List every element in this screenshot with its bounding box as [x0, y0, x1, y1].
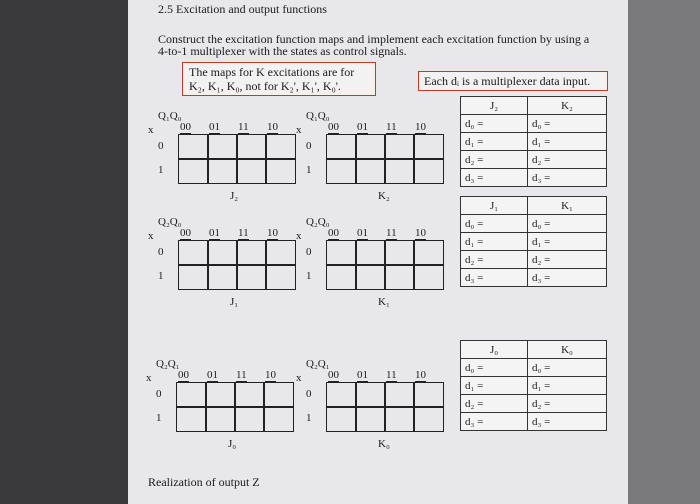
kmap-cell[interactable] [413, 158, 444, 184]
kmap-label: J₀ [228, 438, 237, 450]
kmap-cell[interactable] [178, 240, 209, 266]
kmap-col-header: 11 [238, 227, 249, 239]
kmap-cell[interactable] [413, 264, 444, 290]
kmap-grid[interactable] [326, 382, 444, 432]
kmap-cell[interactable] [178, 264, 209, 290]
mux-table-1 [460, 196, 607, 287]
mux-input-cell[interactable]: d₃ = [461, 413, 528, 431]
mux-header-left: J₂ [461, 97, 528, 115]
mux-input-cell[interactable]: d₀ = [528, 215, 607, 233]
mux-note: Each dᵢ is a multiplexer data input. [424, 74, 591, 88]
mux-input-cell[interactable]: d₃ = [461, 269, 528, 287]
mux-table-0 [460, 96, 607, 187]
kmap-col-header: 11 [386, 227, 397, 239]
kmap-cell[interactable] [234, 382, 265, 408]
kmap-x-label: x [296, 124, 302, 136]
kmap-col-header: 00 [328, 369, 339, 381]
mux-header-left: J₀ [461, 341, 528, 359]
kmap-x-label: x [296, 230, 302, 242]
kmap-cell[interactable] [265, 134, 296, 160]
kmap-cell[interactable] [236, 134, 267, 160]
mux-input-cell[interactable]: d₃ = [528, 269, 607, 287]
kmap-cell[interactable] [176, 382, 207, 408]
kmap-cell[interactable] [326, 382, 357, 408]
note-box [182, 62, 376, 96]
kmap-cell[interactable] [265, 264, 296, 290]
mux-input-cell[interactable]: d₀ = [528, 359, 607, 377]
kmap-x-label: x [296, 372, 302, 384]
mux-input-cell[interactable]: d₁ = [461, 377, 528, 395]
kmap-cell[interactable] [326, 158, 357, 184]
kmap-col-header: 10 [415, 369, 426, 381]
footer-output-z: Realization of output Z [148, 475, 260, 489]
kmap-cell[interactable] [384, 406, 415, 432]
kmap-row-header: 1 [306, 164, 312, 176]
kmap-cell[interactable] [413, 134, 444, 160]
kmap-row-header: 1 [158, 164, 164, 176]
kmap-cell[interactable] [205, 382, 236, 408]
mux-input-cell[interactable]: d₀ = [461, 215, 528, 233]
kmap-cell[interactable] [236, 240, 267, 266]
mux-header-right: K₂ [528, 97, 607, 115]
mux-input-cell[interactable]: d₂ = [528, 395, 607, 413]
kmap-grid[interactable] [178, 240, 296, 290]
mux-input-cell[interactable]: d₃ = [528, 169, 607, 187]
section-title: 2.5 Excitation and output functions [158, 2, 327, 16]
kmap-cell[interactable] [205, 406, 236, 432]
kmap-cell[interactable] [326, 406, 357, 432]
kmap-label: K₂ [378, 190, 390, 202]
kmap-vars: Q₂Q₀ [306, 216, 330, 228]
kmap-col-header: 01 [357, 121, 368, 133]
mux-input-cell[interactable]: d₁ = [461, 233, 528, 251]
kmap-row-header: 0 [306, 246, 312, 258]
kmap-col-header: 10 [267, 227, 278, 239]
kmap-col-header: 11 [386, 121, 397, 133]
kmap-grid[interactable] [326, 240, 444, 290]
kmap-cell[interactable] [355, 406, 386, 432]
kmap-vars: Q₁Q₀ [158, 110, 182, 122]
kmap-cell[interactable] [326, 240, 357, 266]
kmap-col-header: 11 [386, 369, 397, 381]
kmap-col-header: 01 [209, 121, 220, 133]
kmap-cell[interactable] [326, 134, 357, 160]
kmap-cell[interactable] [207, 264, 238, 290]
mux-input-cell[interactable]: d₀ = [461, 115, 528, 133]
instructions-line1: Construct the excitation function maps and implement each excitation function by using a [158, 32, 590, 46]
kmap-cell[interactable] [234, 406, 265, 432]
mux-input-cell[interactable]: d₂ = [461, 251, 528, 269]
kmap-vars: Q₂Q₀ [158, 216, 182, 228]
mux-input-cell[interactable]: d₃ = [461, 169, 528, 187]
kmap-cell[interactable] [355, 382, 386, 408]
mux-input-cell[interactable]: d₂ = [528, 251, 607, 269]
kmap-row-header: 0 [156, 388, 162, 400]
kmap-label: K₀ [378, 438, 390, 450]
kmap-x-label: x [146, 372, 152, 384]
kmap-row-header: 1 [306, 270, 312, 282]
kmap-vars: Q₂Q₁ [306, 358, 330, 370]
kmap-row-header: 1 [158, 270, 164, 282]
kmap-cell[interactable] [207, 158, 238, 184]
kmap-col-header: 00 [180, 121, 191, 133]
mux-input-cell[interactable]: d₀ = [461, 359, 528, 377]
kmap-col-header: 10 [415, 227, 426, 239]
kmap-cell[interactable] [384, 264, 415, 290]
worksheet-page [128, 0, 628, 504]
kmap-cell[interactable] [413, 406, 444, 432]
kmap-col-header: 01 [207, 369, 218, 381]
kmap-cell[interactable] [413, 240, 444, 266]
mux-header-left: J₁ [461, 197, 528, 215]
kmap-cell[interactable] [355, 158, 386, 184]
mux-input-cell[interactable]: d₁ = [528, 133, 607, 151]
kmap-row-header: 0 [158, 140, 164, 152]
kmap-cell[interactable] [384, 158, 415, 184]
kmap-cell[interactable] [384, 382, 415, 408]
kmap-row-header: 1 [156, 412, 162, 424]
kmap-vars: Q₂Q₁ [156, 358, 180, 370]
kmap-label: J₂ [230, 190, 239, 202]
kmap-cell[interactable] [178, 134, 209, 160]
kmap-cell[interactable] [384, 240, 415, 266]
kmap-row-header: 0 [158, 246, 164, 258]
kmap-cell[interactable] [207, 134, 238, 160]
mux-input-cell[interactable]: d₁ = [528, 377, 607, 395]
kmap-col-header: 00 [328, 227, 339, 239]
kmap-label: J₁ [230, 296, 239, 308]
kmap-grid[interactable] [176, 382, 294, 432]
mux-input-cell[interactable]: d₃ = [528, 413, 607, 431]
kmap-col-header: 11 [238, 121, 249, 133]
kmap-cell[interactable] [178, 158, 209, 184]
mux-note-box [418, 71, 608, 91]
kmap-cell[interactable] [265, 158, 296, 184]
note-line1: The maps for K excitations are for [189, 65, 355, 79]
mux-input-cell[interactable]: d₁ = [461, 133, 528, 151]
background-right [628, 0, 700, 504]
kmap-cell[interactable] [236, 158, 267, 184]
kmap-grid[interactable] [326, 134, 444, 184]
kmap-col-header: 00 [178, 369, 189, 381]
kmap-row-header: 1 [306, 412, 312, 424]
kmap-vars: Q₁Q₀ [306, 110, 330, 122]
kmap-x-label: x [148, 124, 154, 136]
mux-input-cell[interactable]: d₀ = [528, 115, 607, 133]
kmap-cell[interactable] [207, 240, 238, 266]
kmap-col-header: 01 [357, 369, 368, 381]
mux-table-2 [460, 340, 607, 431]
kmap-row-header: 0 [306, 140, 312, 152]
mux-input-cell[interactable]: d₂ = [528, 151, 607, 169]
kmap-cell[interactable] [326, 264, 357, 290]
kmap-cell[interactable] [355, 240, 386, 266]
kmap-col-header: 10 [415, 121, 426, 133]
mux-input-cell[interactable]: d₂ = [461, 395, 528, 413]
kmap-cell[interactable] [413, 382, 444, 408]
mux-input-cell[interactable]: d₁ = [528, 233, 607, 251]
kmap-cell[interactable] [236, 264, 267, 290]
mux-input-cell[interactable]: d₂ = [461, 151, 528, 169]
instructions-line2: 4-to-1 multiplexer with the states as control signals. [158, 44, 407, 58]
note-line2: K₂, K₁, K₀, not for K₂', K₁', K₀'. [189, 79, 341, 93]
background-left [0, 0, 128, 504]
kmap-col-header: 01 [357, 227, 368, 239]
kmap-grid[interactable] [178, 134, 296, 184]
kmap-col-header: 10 [267, 121, 278, 133]
kmap-x-label: x [148, 230, 154, 242]
kmap-cell[interactable] [263, 382, 294, 408]
kmap-cell[interactable] [355, 134, 386, 160]
kmap-col-header: 00 [180, 227, 191, 239]
mux-header-right: K₀ [528, 341, 607, 359]
kmap-col-header: 00 [328, 121, 339, 133]
kmap-row-header: 0 [306, 388, 312, 400]
kmap-cell[interactable] [263, 406, 294, 432]
kmap-cell[interactable] [176, 406, 207, 432]
kmap-cell[interactable] [384, 134, 415, 160]
mux-header-right: K₁ [528, 197, 607, 215]
kmap-col-header: 10 [265, 369, 276, 381]
kmap-label: K₁ [378, 296, 390, 308]
kmap-col-header: 01 [209, 227, 220, 239]
kmap-cell[interactable] [355, 264, 386, 290]
kmap-cell[interactable] [265, 240, 296, 266]
kmap-col-header: 11 [236, 369, 247, 381]
